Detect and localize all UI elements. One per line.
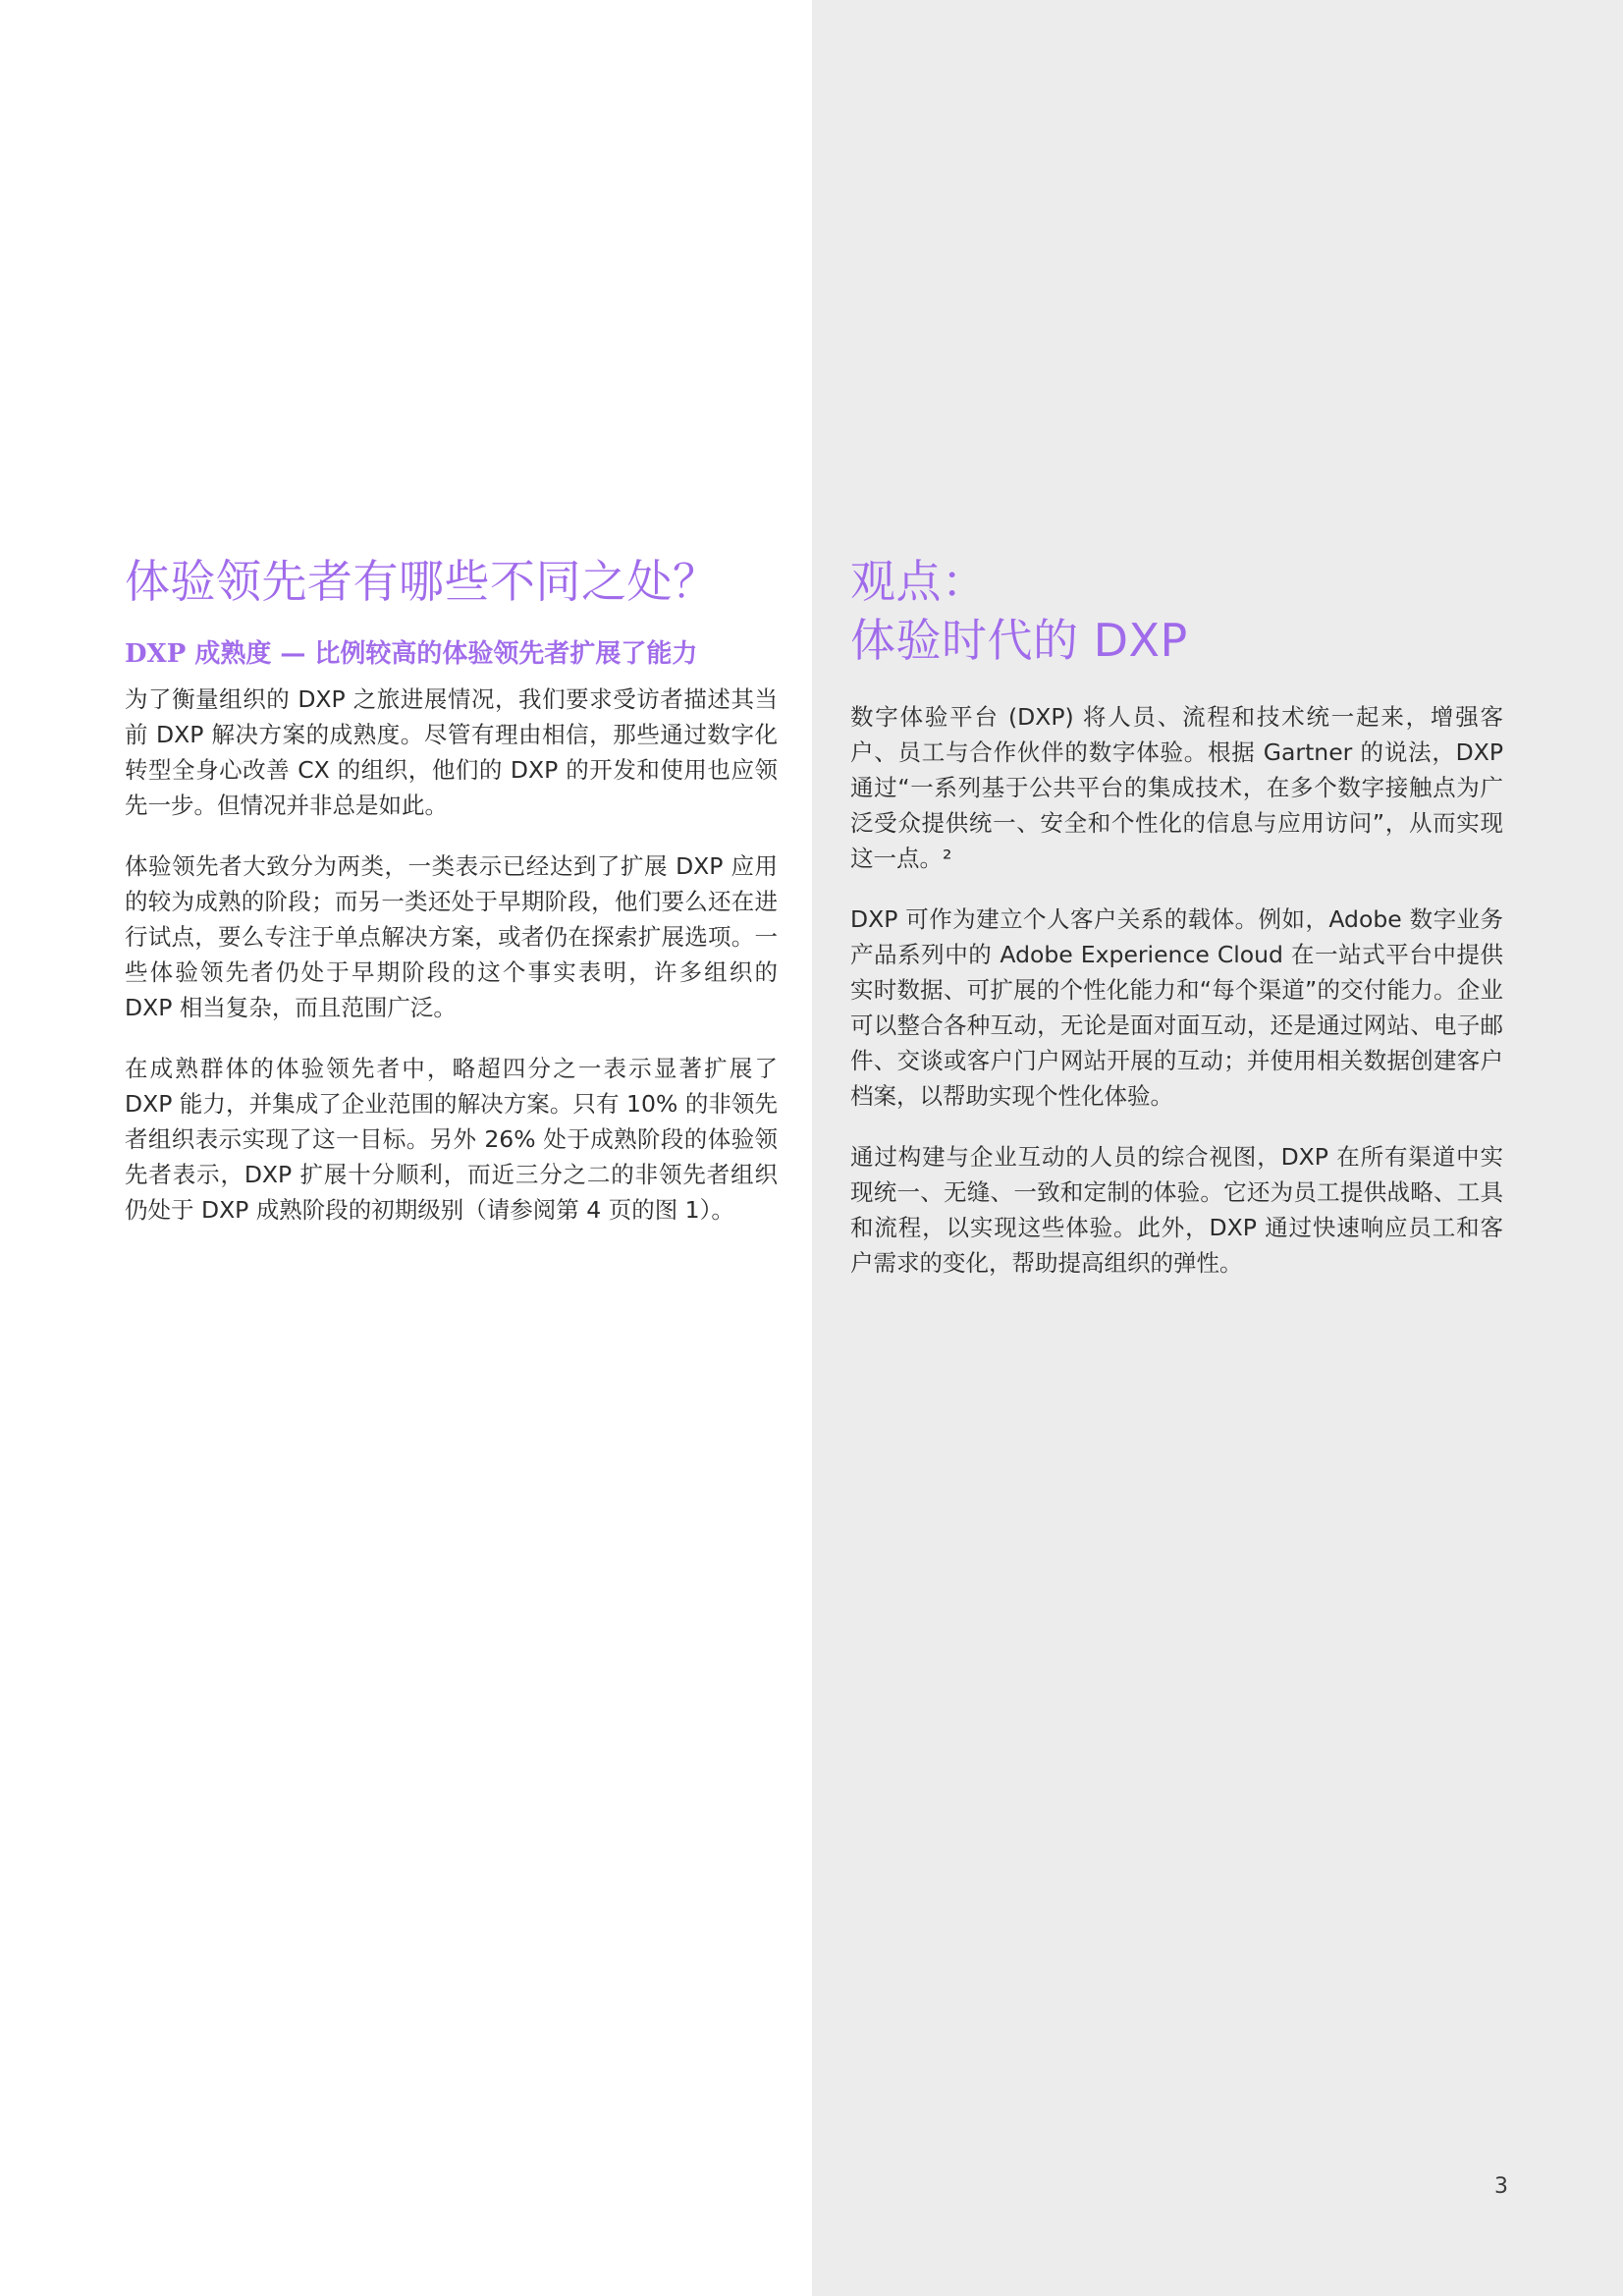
left-section-title: 体验领先者有哪些不同之处？ — [125, 555, 719, 608]
right-paragraph-2: DXP 可作为建立个人客户关系的载体。例如，Adobe 数字业务产品系列中的 Adobe Experience Cloud 在一站式平台中提供实时数据、可扩展的个性化能力和“每个渠道”的交付能力。企业可以整合各种互动，无论是面对面互动，还是通过网站、电子邮件、交谈或客户门户网站开展的互动；并使用相关数据创建客户档案，以帮助实现个性化体验。 — [850, 905, 1503, 1110]
right-title-line-1: 观点： — [850, 555, 988, 608]
left-paragraph-3: 在成熟群体的体验领先者中，略超四分之一表示显著扩展了 DXP 能力，并集成了企业范围的解决方案。只有 10% 的非领先者组织表示实现了这一目标。另外 26% 处于成熟阶段的体验领先者表示，DXP 扩展十分顺利，而近三分之二的非领先者组织仍处于 DXP 成熟阶段的初期级别（请参阅第 4 页的图 1）。 — [125, 1055, 778, 1224]
page-number: 3 — [1494, 2174, 1508, 2199]
left-paragraph-2: 体验领先者大致分为两类，一类表示已经达到了扩展 DXP 应用的较为成熟的阶段；而另一类还处于早期阶段，他们要么还在进行试点，要么专注于单点解决方案，或者仍在探索扩展选项。一些体验领先者仍处于早期阶段的这个事实表明，许多组织的 DXP 相当复杂，而且范围广泛。 — [125, 852, 778, 1021]
left-paragraph-1: 为了衡量组织的 DXP 之旅进展情况，我们要求受访者描述其当前 DXP 解决方案的成熟度。尽管有理由相信，那些通过数字化转型全身心改善 CX 的组织，他们的 DXP 的开发和使用也应领先一步。但情况并非总是如此。 — [125, 685, 778, 819]
right-column — [850, 552, 1503, 1306]
right-section-title — [850, 552, 1503, 670]
left-column — [125, 552, 778, 1253]
right-paragraph-3: 通过构建与企业互动的人员的综合视图，DXP 在所有渠道中实现统一、无缝、一致和定制的体验。它还为员工提供战略、工具和流程，以实现这些体验。此外，DXP 通过快速响应员工和客户需求的变化，帮助提高组织的弹性。 — [850, 1143, 1503, 1277]
right-title-line-2: 体验时代的 DXP — [850, 614, 1188, 667]
right-paragraph-1: 数字体验平台 (DXP) 将人员、流程和技术统一起来，增强客户、员工与合作伙伴的数字体验。根据 Gartner 的说法，DXP 通过“一系列基于公共平台的集成技术，在多个数字接触点为广泛受众提供统一、安全和个性化的信息与应用访问”，从而实现这一点。² — [850, 703, 1503, 872]
left-subheading: DXP 成熟度 — 比例较高的体验领先者扩展了能力 — [125, 639, 698, 669]
